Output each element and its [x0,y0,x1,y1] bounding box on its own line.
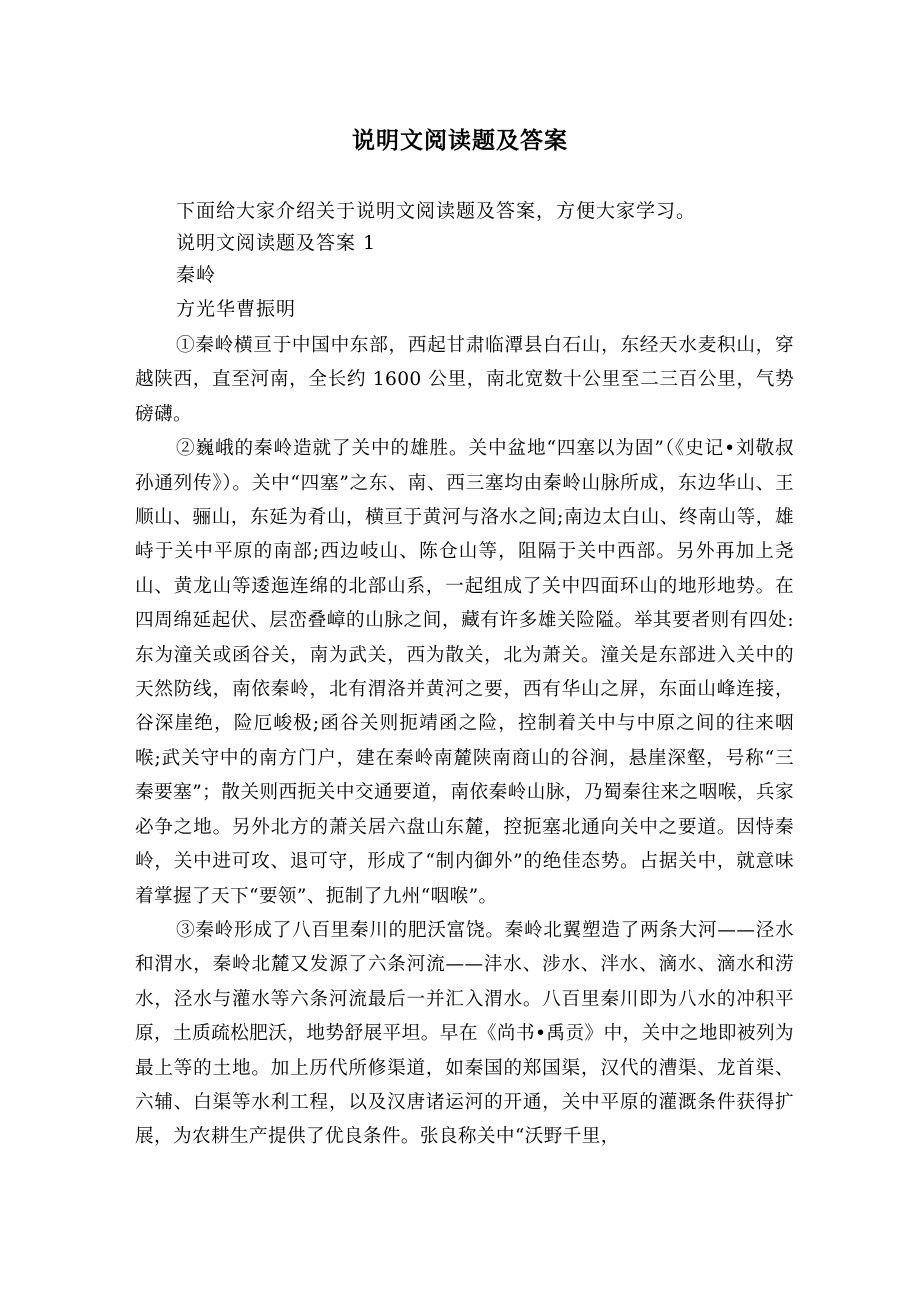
article-authors: 方光华曹振明 [176,298,297,320]
article-title: 秦岭 [176,264,217,286]
paragraph-2: ②巍峨的秦岭造就了关中的雄胜。关中盆地“四塞以为固”（《史记•刘敬叔孙通列传》）。关中“四塞”之东、南、西三塞均由秦岭山脉所成，东边华山、王顺山、骊山，东延为肴山，横亘于黄河与洛水之间;南边太白山、终南山等，雄峙于关中平原的南部;西边岐山、陈仓山等，阻隔于关中西部。另外再加上尧山、黄龙山等逶迤连绵的北部山系，一起组成了关中四面环山的地形地势。在四周绵延起伏、层峦叠嶂的山脉之间，藏有许多雄关险隘。举其要者则有四处:东为潼关或函谷关，南为武关，西为散关，北为萧关。潼关是东部进入关中的天然防线，南依秦岭，北有渭洛并黄河之要，西有华山之屏，东面山峰连接，谷深崖绝，险厄峻极;函谷关则扼靖函之险，控制着关中与中原之间的往来咽喉;武关守中的南方门户，建在秦岭南麓陕南商山的谷涧，悬崖深壑，号称“三秦要塞”；散关则西扼关中交通要道，南依秦岭山脉，乃蜀秦往来之咽喉，兵家必争之地。另外北方的萧关居六盘山东麓，控扼塞北通向关中之要道。因恃秦岭，关中进可攻、退可守，形成了“制内御外”的绝佳态势。占据关中，就意味着掌握了天下“要领”、扼制了九州“咽喉”。 [135,438,794,907]
paragraph-1: ①秦岭横亘于中国中东部，西起甘肃临潭县白石山，东经天水麦积山，穿越陕西，直至河南，全长约 1600 公里，南北宽数十公里至二三百公里，气势磅礴。 [135,335,794,425]
paragraph-3: ③秦岭形成了八百里秦川的肥沃富饶。秦岭北翼塑造了两条大河——泾水和渭水，秦岭北麓又发源了六条河流——沣水、涉水、泮水、滴水、滴水和涝水，泾水与灌水等六条河流最后一并汇入渭水。八百里秦川即为八水的冲积平原，土质疏松肥沃，地势舒展平坦。早在《尚书•禹贡》中，关中之地即被列为最上等的土地。加上历代所修渠道，如秦国的郑国渠，汉代的漕渠、龙首渠、六辅、白渠等水利工程，以及汉唐诸运河的开通，关中平原的灌溉条件获得扩展，为农耕生产提供了优良条件。张良称关中“沃野千里， [135,919,794,1148]
section-heading: 说明文阅读题及答案 1 [176,232,377,254]
article-body [135,329,794,1155]
document-title: 说明文阅读题及答案 [352,128,568,154]
intro-line: 下面给大家介绍关于说明文阅读题及答案，方便大家学习。 [176,200,697,222]
